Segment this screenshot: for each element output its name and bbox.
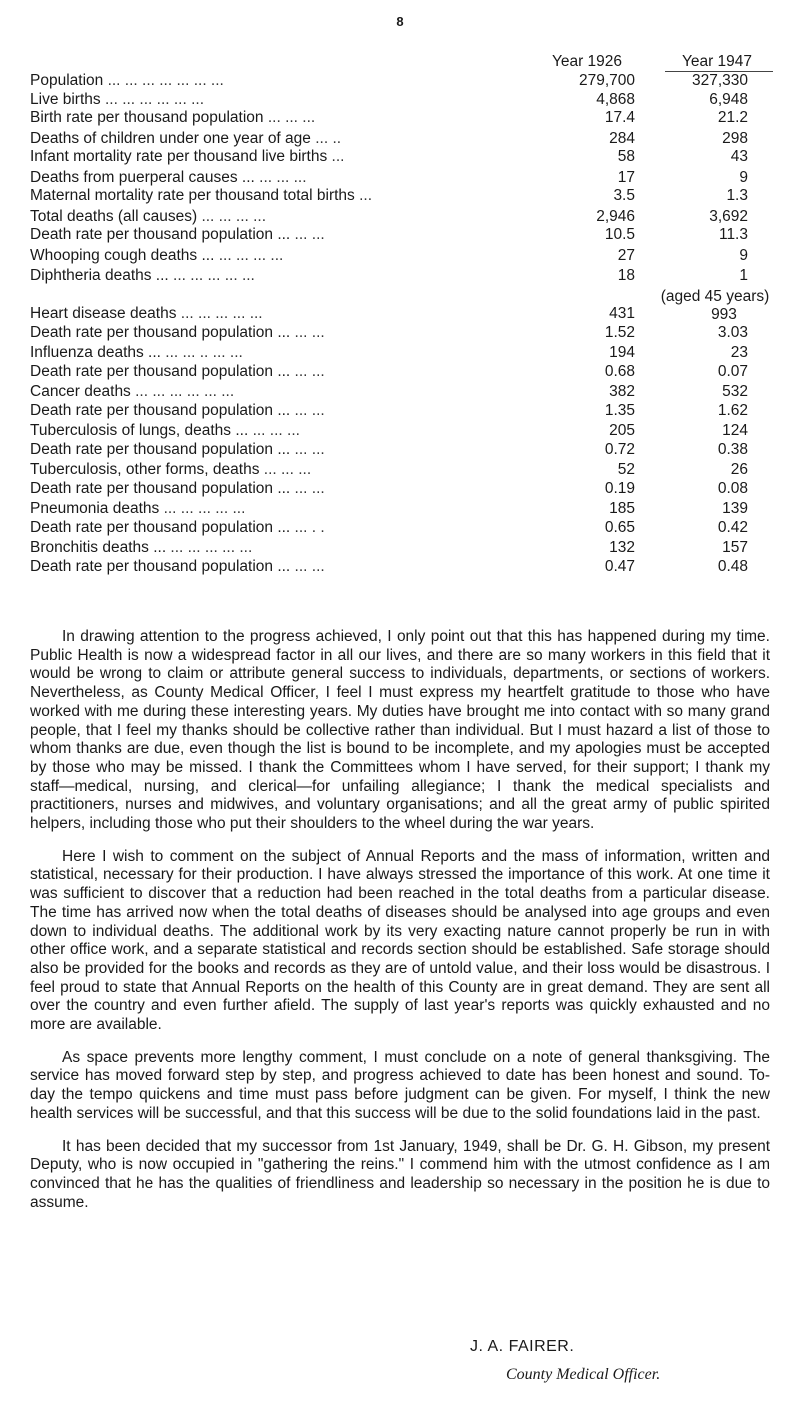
row-label-text: Tuberculosis of lungs, deaths ... — [30, 422, 249, 439]
value-1926: 0.19 — [604, 479, 635, 497]
table-row — [30, 363, 775, 382]
value-1926: 132 — [609, 539, 635, 556]
value-1926: 52 — [617, 461, 635, 478]
paragraph: Here I wish to comment on the subject of Annual Reports and the mass of information, written and statistical, necessary for their production. I have always stressed the importance of this work. At one time it was sufficient to discover that a reduction had been reached in the total deaths from a particular disease. The time has arrived now when the total deaths of diseases should be analysed into age groups and even down to individual deaths. The additional work by its very exacting nature cannot properly be run in with other office work, and a separate statistical and records section should be established. Safe storage should also be provided for the books and records as they are of untold value, and their loss would be disastrous. I feel proud to state that Annual Reports on the health of this County are in great demand. They are sent all over the country and even further afield. The supply of last year's reports was quickly exhausted and no more are available. — [30, 847, 770, 1034]
row-label — [30, 109, 315, 128]
value-1947: 0.42 — [717, 518, 748, 536]
row-label-text: Infant mortality rate per thousand live births — [30, 148, 328, 165]
value-1926: 431 — [609, 305, 635, 322]
row-leader-dots: ... ... ... ... ... — [168, 267, 255, 284]
row-label-text: Birth rate per thousand population — [30, 109, 264, 126]
row-label — [30, 91, 204, 110]
table-row — [30, 148, 775, 167]
row-leader-dots: ... ... ... — [254, 168, 307, 186]
row-label — [30, 500, 245, 519]
row-leader-dots: ... ... — [290, 557, 325, 575]
table-row — [30, 91, 775, 110]
row-leader-dots: ... ... ... — [248, 422, 300, 439]
row-label — [30, 363, 325, 382]
table-row — [30, 441, 775, 460]
row-label-text: Diphtheria deaths ... — [30, 267, 169, 284]
value-1926: 205 — [609, 422, 635, 439]
row-leader-dots: ... ... ... ... ... ... — [130, 383, 235, 400]
row-label — [30, 148, 344, 167]
row-label — [30, 305, 263, 324]
row-leader-dots: ... ... ... — [259, 461, 312, 478]
value-1926: 58 — [617, 148, 635, 165]
value-1926: 194 — [609, 344, 635, 361]
row-label — [30, 247, 283, 266]
page-number: 8 — [396, 14, 404, 29]
value-1947: 327,330 — [691, 72, 748, 89]
row-leader-dots: ... ... ... ... ... — [159, 500, 246, 517]
signature-name: J. A. FAIRER. — [470, 1338, 575, 1355]
table-row — [30, 288, 775, 324]
row-label — [30, 267, 255, 286]
row-label-text: Death rate per thousand population ... — [30, 323, 291, 341]
row-label-text: Cancer deaths — [30, 383, 131, 400]
value-1947: 0.38 — [717, 440, 748, 458]
row-leader-dots: ... ... — [290, 479, 325, 497]
table-row — [30, 500, 775, 519]
value-1947: 124 — [722, 422, 748, 439]
value-1947: 298 — [722, 129, 748, 147]
row-leader-dots: ... ... ... ... ... ... — [100, 90, 205, 108]
value-1947: 11.3 — [718, 226, 748, 243]
row-label-text: Heart disease deaths — [30, 305, 177, 322]
row-label — [30, 480, 325, 499]
row-label — [30, 441, 325, 460]
value-1926: 4,868 — [596, 90, 635, 108]
value-1947: 0.08 — [717, 479, 748, 497]
row-leader-dots: ... ... — [290, 401, 325, 419]
table-row — [30, 558, 775, 577]
row-leader-dots: ... .. — [310, 129, 342, 147]
value-1947: 6,948 — [709, 90, 748, 108]
row-label — [30, 169, 307, 188]
row-label-text: Death rate per thousand population ... — [30, 479, 291, 497]
value-1926: 0.65 — [604, 518, 635, 536]
table-row — [30, 109, 775, 128]
value-1926: 3.5 — [613, 187, 635, 204]
value-1947-number: 993 — [711, 306, 737, 323]
row-label — [30, 344, 243, 363]
row-label — [30, 187, 372, 206]
row-label — [30, 422, 300, 441]
row-label-text: Pneumonia deaths — [30, 500, 160, 517]
row-label-text: Death rate per thousand population ... — [30, 362, 291, 380]
row-label-text: Maternal mortality rate per thousand total births — [30, 187, 355, 204]
row-leader-dots: ... ... ... — [263, 109, 316, 126]
value-1947: 0.07 — [717, 362, 748, 380]
table-row — [30, 324, 775, 343]
table-row — [30, 480, 775, 499]
row-label — [30, 383, 234, 402]
column-header-1947: Year 1947 — [681, 53, 753, 70]
value-1926: 27 — [617, 246, 635, 264]
row-leader-dots: ... ... .. ... ... — [160, 344, 243, 361]
row-label — [30, 558, 325, 577]
value-1947: 26 — [730, 461, 748, 478]
value-1926: 18 — [617, 267, 635, 284]
row-label-text: Total deaths (all causes) — [30, 207, 198, 225]
paragraph: As space prevents more lengthy comment, I must conclude on a note of general thanksgiving. The service has moved forward step by step, and progress achieved to date has been honest and sound. To-day the tempo quickens and time must pass before judgment can be given. For myself, I think the new health services will be successful, and that this success will be due to the solid foundations laid in the past. — [30, 1048, 770, 1122]
table-row — [30, 402, 775, 421]
value-1926: 0.47 — [604, 557, 635, 575]
row-leader-dots: ... ... ... ... — [214, 246, 284, 264]
row-leader-dots: ... ... ... ... — [197, 207, 267, 225]
value-1947: 9 — [739, 246, 748, 264]
value-1947 — [645, 288, 785, 325]
value-1926: 185 — [609, 500, 635, 517]
row-label-text: Death rate per thousand population ... — [30, 226, 291, 243]
value-1947: 1.62 — [717, 401, 748, 419]
row-leader-dots: ... ... — [290, 323, 325, 341]
table-row — [30, 267, 775, 286]
table-body — [30, 72, 775, 576]
table-row — [30, 208, 775, 227]
row-label-text: Tuberculosis, other forms, deaths — [30, 461, 260, 478]
row-label — [30, 72, 224, 91]
row-leader-dots: ... ... ... ... ... — [166, 539, 253, 556]
row-label-text: Death rate per thousand population ... — [30, 518, 291, 536]
row-leader-dots: ... . . — [290, 518, 325, 536]
value-1926: 1.52 — [604, 323, 635, 341]
row-label — [30, 539, 252, 558]
row-label — [30, 208, 266, 227]
value-1947: 3.03 — [717, 323, 748, 341]
table-row — [30, 226, 775, 245]
row-label-text: Influenza deaths ... — [30, 344, 161, 361]
value-1926: 1.35 — [604, 401, 635, 419]
row-label — [30, 519, 325, 538]
value-1926: 382 — [609, 383, 635, 400]
row-label-text: Population — [30, 72, 104, 89]
row-label — [30, 226, 325, 245]
row-label-text: Death rate per thousand population ... — [30, 401, 291, 419]
statistics-table — [30, 52, 775, 576]
value-1926: 10.5 — [604, 226, 635, 243]
row-label — [30, 130, 341, 149]
value-1947: 1 — [739, 267, 748, 284]
row-leader-dots: ... ... — [290, 226, 325, 243]
row-label-text: Bronchitis deaths ... — [30, 539, 167, 556]
table-row — [30, 519, 775, 538]
table-row — [30, 130, 775, 149]
row-leader-dots: ... ... ... ... ... ... ... — [103, 72, 224, 89]
signature-title: County Medical Officer. — [506, 1366, 661, 1383]
row-label-text: Deaths from puerperal causes ... — [30, 168, 255, 186]
paragraph: It has been decided that my successor from 1st January, 1949, shall be Dr. G. H. Gibson, my present Deputy, who is now occupied in "gathering the reins." I commend him with the utmost confidence as I am convinced that he has the qualities of friendliness and leadership so necessary in the position he is due to assume. — [30, 1137, 770, 1211]
value-1926: 284 — [609, 129, 635, 147]
value-1947-note: (aged 45 years) — [660, 287, 770, 305]
value-1926: 2,946 — [596, 207, 635, 225]
table-row — [30, 247, 775, 266]
table-header — [30, 52, 775, 72]
value-1926: 0.68 — [604, 362, 635, 380]
column-header-1926: Year 1926 — [551, 53, 623, 70]
row-label — [30, 461, 311, 480]
row-label-text: Whooping cough deaths ... — [30, 246, 215, 264]
row-leader-dots: ... — [327, 148, 345, 165]
table-row — [30, 72, 775, 91]
row-label-text: Deaths of children under one year of age — [30, 129, 311, 147]
value-1947: 43 — [730, 148, 748, 165]
value-1947: 157 — [722, 539, 748, 556]
value-1947: 532 — [722, 383, 748, 400]
row-label-text: Death rate per thousand population ... — [30, 440, 291, 458]
row-leader-dots: ... ... — [290, 440, 325, 458]
table-row — [30, 461, 775, 480]
value-1947: 139 — [722, 500, 748, 517]
row-leader-dots: ... — [354, 187, 373, 204]
row-leader-dots: ... ... — [290, 362, 325, 380]
value-1947: 23 — [730, 344, 748, 361]
value-1947: 21.2 — [717, 109, 748, 126]
row-label-text: Death rate per thousand population ... — [30, 557, 291, 575]
value-1947: 3,692 — [709, 207, 748, 225]
value-1926: 17.4 — [604, 109, 635, 126]
table-row — [30, 344, 775, 363]
value-1947: 0.48 — [717, 557, 748, 575]
value-1926: 0.72 — [604, 440, 635, 458]
table-row — [30, 539, 775, 558]
value-1926: 279,700 — [578, 72, 635, 89]
row-label — [30, 402, 325, 421]
table-row — [30, 422, 775, 441]
report-body — [30, 628, 770, 1226]
value-1947: 9 — [739, 168, 748, 186]
table-row — [30, 383, 775, 402]
row-leader-dots: ... ... ... ... ... — [176, 305, 263, 322]
value-1947: 1.3 — [726, 187, 748, 204]
value-1926: 17 — [617, 168, 635, 186]
row-label-text: Live births — [30, 90, 101, 108]
row-label — [30, 324, 325, 343]
table-row — [30, 169, 775, 188]
table-row — [30, 187, 775, 206]
paragraph: In drawing attention to the progress achieved, I only point out that this has happened during my time. Public Health is now a widespread factor in all our lives, and there are so many workers in this field that it would be wrong to claim or attribute general success to individuals, departments, or sections of workers. Nevertheless, as County Medical Officer, I feel I must express my heartfelt gratitude to those who have worked with me during these interesting years. My duties have brought me into contact with so many grand people, that I feel my thanks should be collective rather than individual. But I must hazard a list of those to whom thanks are due, even though the list is bound to be incomplete, and my apologies must be accepted by those who may be missed. I thank the Committees whom I have served, for their support; I thank my staff—medical, nursing, and clerical—for unfailing allegiance; I thank the medical specialists and practitioners, nurses and midwives, and voluntary organisations; and all the great army of public spirited helpers, including those who put their shoulders to the wheel during the war years. — [30, 628, 770, 833]
